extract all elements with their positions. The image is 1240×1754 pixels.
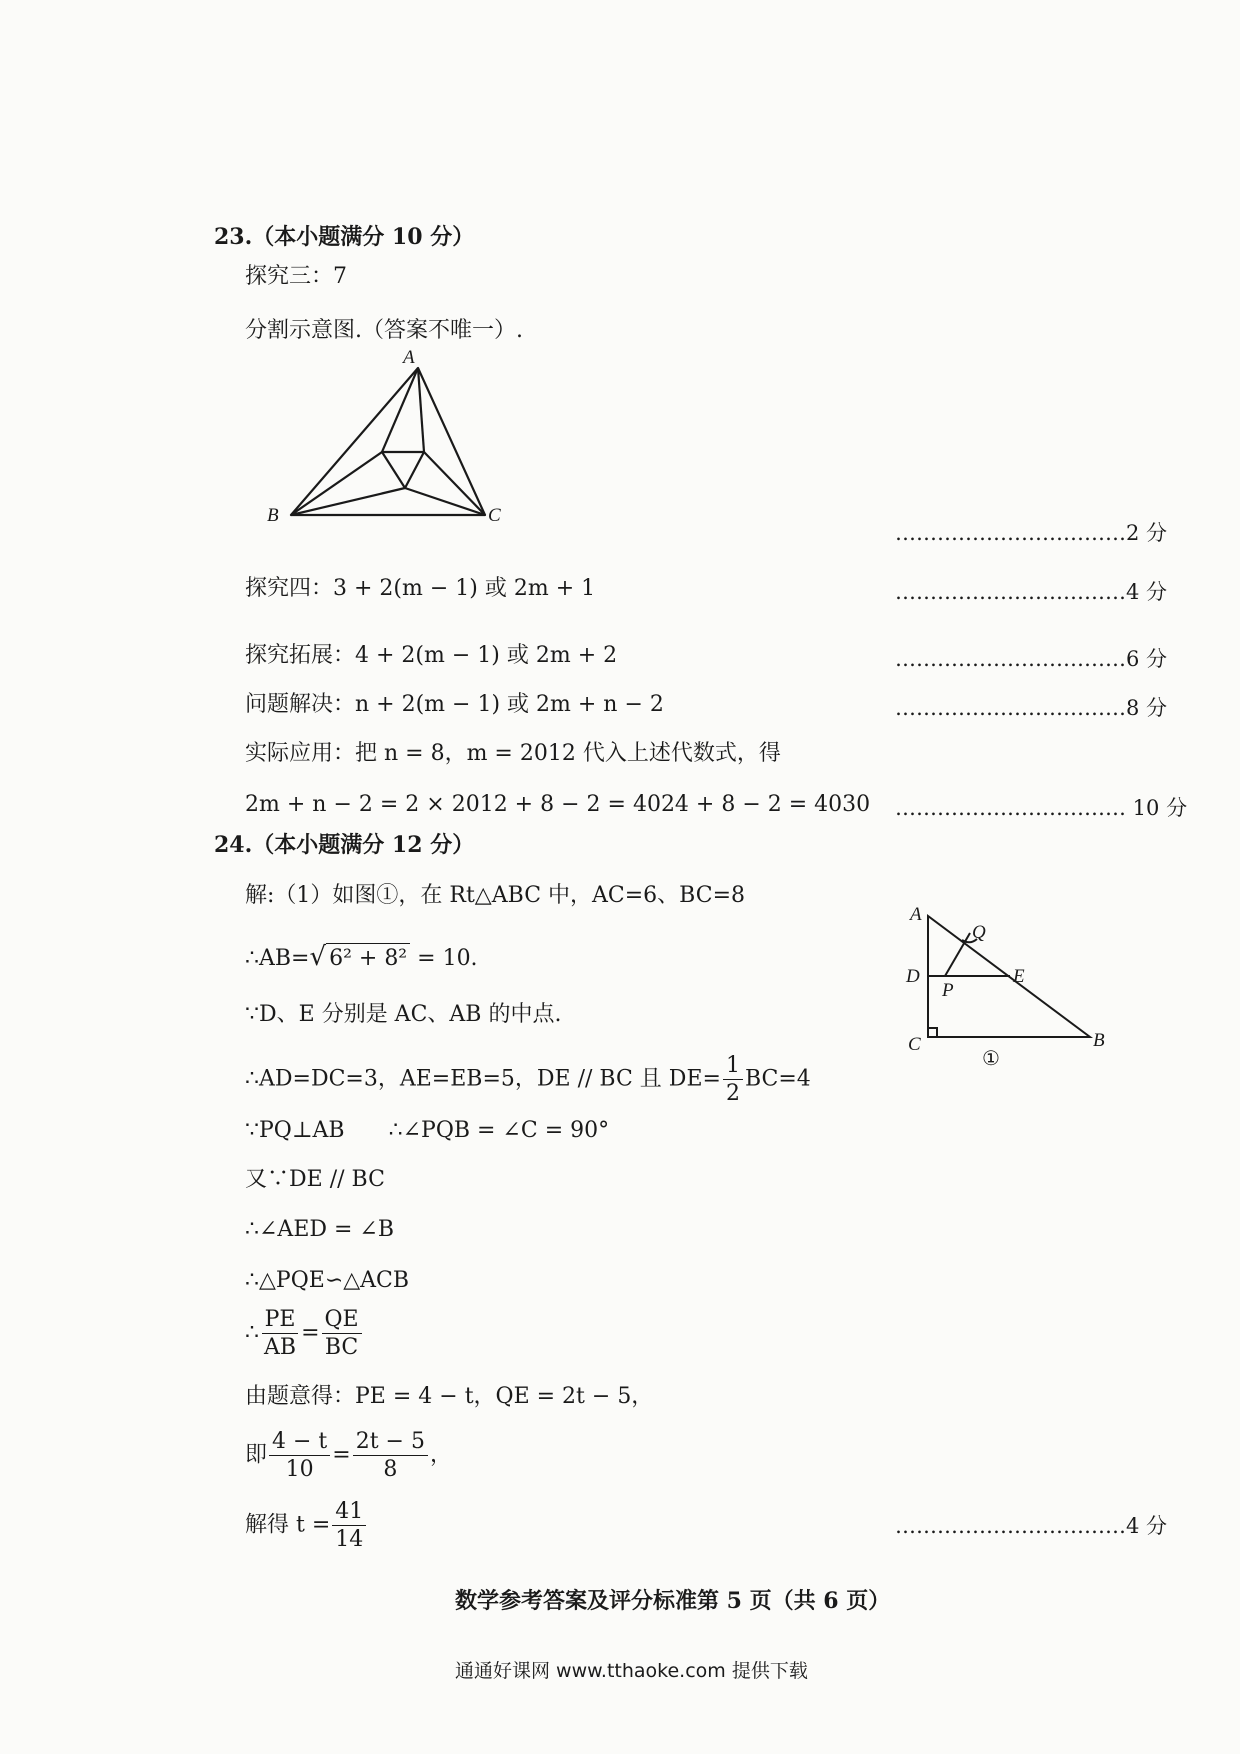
label-b: B: [267, 505, 279, 525]
score-2: ……………………………2 分: [895, 521, 1168, 545]
segment-pq: [945, 933, 970, 976]
q23-problem: 问题解决：n + 2(m − 1) 或 2m + n − 2: [245, 692, 664, 717]
q24-line2: ∴AB=√ 6² + 8² = 10.: [245, 942, 478, 972]
q24-line12: 解得 t = $\frac{41}{14}$: [245, 1500, 368, 1551]
label-a: A: [403, 347, 415, 368]
page-footer: 数学参考答案及评分标准第 5 页（共 6 页）: [455, 1588, 891, 1614]
label-q: Q: [972, 922, 986, 943]
q24-line3: ∵D、E 分别是 AC、AB 的中点.: [245, 1002, 562, 1027]
score-10: …………………………… 10 分: [895, 796, 1188, 820]
q24-line8: ∴△PQE∽△ACB: [245, 1268, 410, 1293]
label-c: C: [908, 1034, 921, 1055]
q24-line4: ∴AD=DC=3，AE=EB=5，DE // BC 且 DE= $\frac{1}{2}$ BC=4: [245, 1053, 811, 1107]
right-angle-c: [928, 1028, 937, 1037]
q23-extension: 探究拓展：4 + 2(m − 1) 或 2m + 2: [245, 643, 618, 668]
label-e: E: [1013, 966, 1025, 987]
q24-line10: 由题意得：PE = 4 − t，QE = 2t − 5，: [245, 1384, 654, 1409]
q23-calc: 2m + n − 2 = 2 × 2012 + 8 − 2 = 4024 + 8 − 2 = 4030: [245, 792, 871, 817]
watermark-text: 通通好课网 www.tthaoke.com 提供下载: [455, 1660, 808, 1682]
q23-apply: 实际应用：把 n = 8，m = 2012 代入上述代数式，得: [245, 741, 781, 766]
q24-header: 24.（本小题满分 12 分）: [214, 832, 475, 858]
q24-line7: ∴∠AED = ∠B: [245, 1217, 395, 1242]
label-a: A: [910, 904, 922, 925]
label-p: P: [942, 980, 954, 1001]
figure-number: ①: [982, 1048, 1000, 1070]
partition-triangle-figure: [255, 345, 515, 525]
radicand: 6² + 8²: [326, 943, 410, 971]
score-4b: ……………………………4 分: [895, 1514, 1168, 1538]
label-c: C: [488, 505, 501, 525]
q24-line1: 解:（1）如图①，在 Rt△ABC 中，AC=6、BC=8: [245, 883, 746, 908]
score-4a: ……………………………4 分: [895, 580, 1168, 604]
q23-explore3: 探究三：7: [245, 264, 347, 289]
q24-line6: 又∵DE // BC: [245, 1167, 385, 1192]
q24-line5: ∵PQ⊥AB ∴∠PQB = ∠C = 90°: [245, 1118, 610, 1143]
q23-explore4: 探究四：3 + 2(m − 1) 或 2m + 1: [245, 576, 596, 601]
label-d: D: [906, 966, 920, 987]
score-6: ……………………………6 分: [895, 647, 1168, 671]
inner-triangle: [382, 452, 424, 488]
q23-diagram-note: 分割示意图.（答案不唯一）.: [245, 318, 523, 343]
right-triangle-figure: [900, 900, 1120, 1070]
score-8: ……………………………8 分: [895, 696, 1168, 720]
label-b: B: [1093, 1030, 1105, 1051]
fraction-half: $\frac{1}{2}$: [723, 1054, 743, 1105]
q24-line9: ∴ $\frac{PE}{AB}$ = $\frac{QE}{BC}$: [245, 1308, 364, 1359]
q24-line11: 即 $\frac{4 - t}{10}$ = $\frac{2t - 5}{8}$ ，: [245, 1429, 452, 1483]
q23-header: 23.（本小题满分 10 分）: [214, 224, 475, 250]
